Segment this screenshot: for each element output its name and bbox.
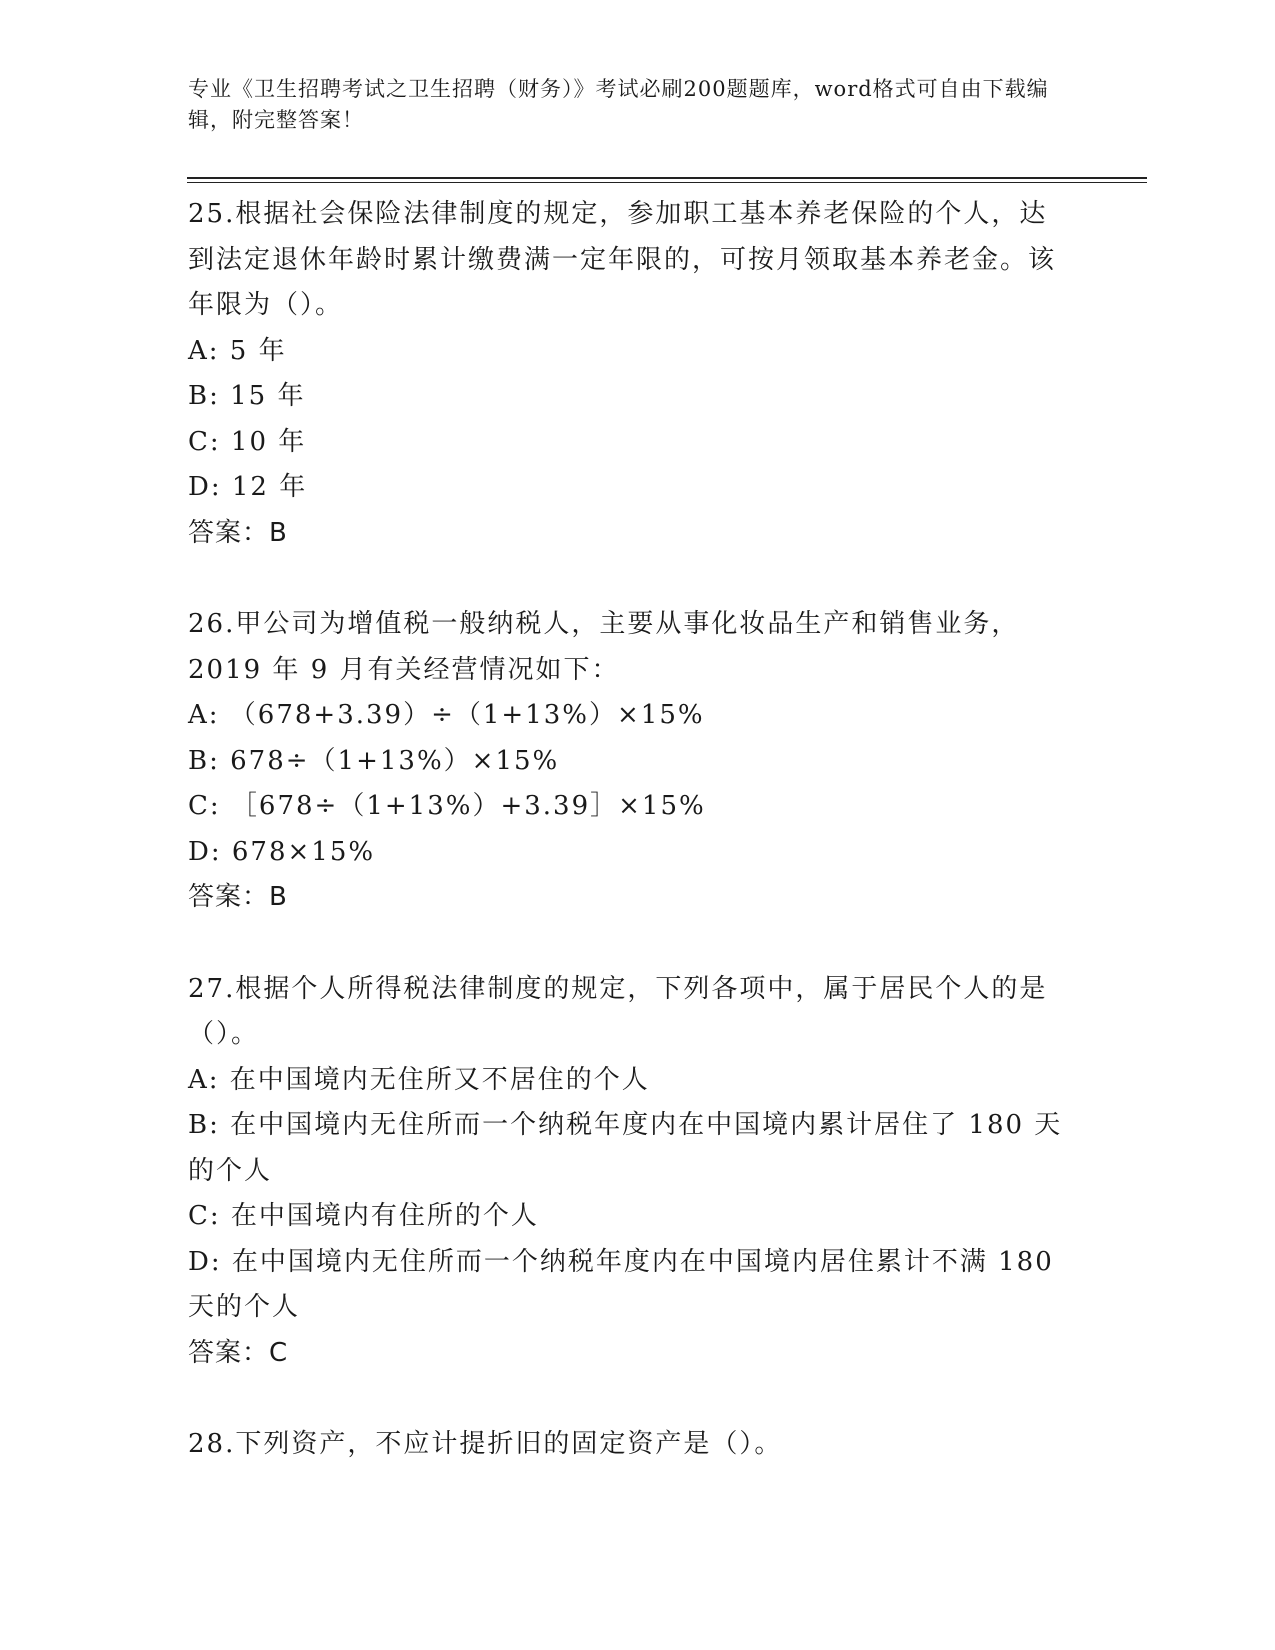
question-stem: 26.甲公司为增值税一般纳税人，主要从事化妆品生产和销售业务，2019 年 9 月有关经营情况如下： (188, 609, 1020, 685)
option-a: A: 在中国境内无住所又不居住的个人 (188, 1064, 650, 1095)
option-c: C: 在中国境内有住所的个人 (188, 1201, 539, 1231)
answer: 答案：B (188, 517, 288, 548)
option-b: B: 678÷（1+13%）×15% (188, 745, 560, 776)
question-stem: 25.根据社会保险法律制度的规定，参加职工基本养老保险的个人，达到法定退休年龄时累计缴费满一定年限的，可按月领取基本养老金。该年限为（）。 (188, 199, 1057, 320)
option-b: B: 15 年 (188, 381, 306, 411)
option-c: C: 10 年 (188, 426, 307, 457)
question-26 (188, 602, 1068, 921)
option-d: D: 12 年 (188, 472, 308, 502)
answer: 答案：B (188, 882, 288, 912)
question-27 (188, 967, 1068, 1377)
option-b: B: 在中国境内无住所而一个纳税年度内在中国境内累计居住了 180 天的个人 (188, 1110, 1063, 1186)
option-d: D: 在中国境内无住所而一个纳税年度内在中国境内居住累计不满 180 天的个人 (188, 1246, 1054, 1322)
option-a: A: （678+3.39）÷（1+13%）×15% (188, 700, 705, 730)
header-rule-thick (187, 177, 1147, 179)
document-header: 专业《卫生招聘考试之卫生招聘（财务）》考试必刷200题题库，word格式可自由下载编辑，附完整答案！ (188, 77, 1049, 132)
question-25 (188, 192, 1068, 556)
header-rule-thin (187, 182, 1147, 183)
option-c: C: ［678÷（1+13%）+3.39］×15% (188, 791, 706, 821)
question-list (188, 192, 1068, 1514)
option-d: D: 678×15% (188, 836, 376, 867)
question-stem: 28.下列资产，不应计提折旧的固定资产是（）。 (188, 1429, 783, 1459)
question-28 (188, 1422, 1068, 1468)
answer: 答案：C (188, 1337, 289, 1368)
option-a: A: 5 年 (188, 335, 287, 366)
question-stem: 27.根据个人所得税法律制度的规定，下列各项中，属于居民个人的是（）。 (188, 973, 1048, 1049)
